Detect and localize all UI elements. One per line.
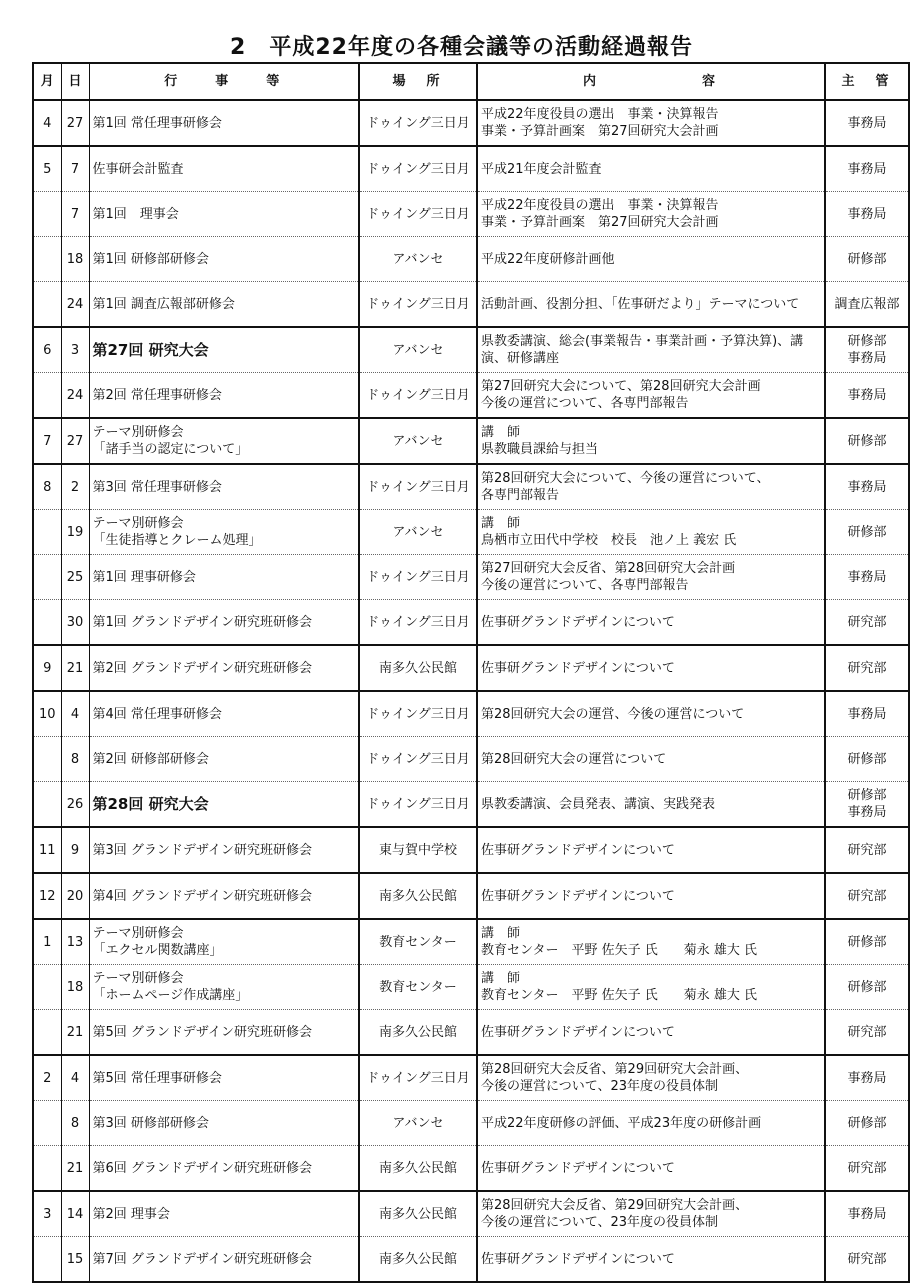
table-row	[33, 1010, 909, 1056]
content-cell: 講 師 鳥栖市立田代中学校 校長 池ノ上 義宏 氏	[477, 510, 825, 555]
page-title: 2 平成22年度の各種会議等の活動経過報告	[230, 35, 693, 60]
place-cell: ドゥイング三日月	[359, 192, 477, 237]
event-cell: 第5回 グランドデザイン研究班研修会	[89, 1010, 359, 1056]
place-cell: 南多久公民館	[359, 645, 477, 691]
table-row	[33, 873, 909, 919]
header-event: 行 事 等	[89, 63, 359, 100]
month-cell: 11	[33, 827, 61, 873]
content-cell: 平成22年度役員の選出 事業・決算報告 事業・予算計画案 第27回研究大会計画	[477, 192, 825, 237]
month-cell	[33, 782, 61, 828]
org-cell: 事務局	[825, 100, 909, 146]
org-cell: 研修部	[825, 737, 909, 782]
month-cell	[33, 965, 61, 1010]
event-cell: 第6回 グランドデザイン研究班研修会	[89, 1146, 359, 1192]
event-cell: 第1回 常任理事研修会	[89, 100, 359, 146]
event-cell: 第2回 常任理事研修会	[89, 373, 359, 419]
place-cell: 教育センター	[359, 965, 477, 1010]
event-cell: 第28回 研究大会	[89, 782, 359, 828]
table-row	[33, 737, 909, 782]
day-cell: 15	[61, 1237, 89, 1283]
event-cell: 第1回 研修部研修会	[89, 237, 359, 282]
place-cell: アバンセ	[359, 510, 477, 555]
table-row	[33, 282, 909, 328]
org-cell: 研究部	[825, 1146, 909, 1192]
content-cell: 県教委講演、総会(事業報告・事業計画・予算決算)、講 演、研修講座	[477, 327, 825, 373]
place-cell: ドゥイング三日月	[359, 146, 477, 192]
event-cell: 第2回 研修部研修会	[89, 737, 359, 782]
day-cell: 25	[61, 555, 89, 600]
content-cell: 第28回研究大会反省、第29回研究大会計画、 今後の運営について、23年度の役員体制	[477, 1055, 825, 1101]
day-cell: 18	[61, 965, 89, 1010]
table-row	[33, 146, 909, 192]
content-cell: 講 師 教育センター 平野 佐矢子 氏 菊永 雄大 氏	[477, 919, 825, 965]
event-cell: 第3回 グランドデザイン研究班研修会	[89, 827, 359, 873]
content-cell: 佐事研グランドデザインについて	[477, 645, 825, 691]
event-cell: 第1回 グランドデザイン研究班研修会	[89, 600, 359, 646]
day-cell: 24	[61, 373, 89, 419]
content-cell: 第28回研究大会について、今後の運営について、 各専門部報告	[477, 464, 825, 510]
content-cell: 佐事研グランドデザインについて	[477, 1146, 825, 1192]
month-cell	[33, 373, 61, 419]
event-cell: 第27回 研究大会	[89, 327, 359, 373]
table-row	[33, 600, 909, 646]
place-cell: 南多久公民館	[359, 1237, 477, 1283]
place-cell: 東与賀中学校	[359, 827, 477, 873]
org-cell: 研究部	[825, 600, 909, 646]
place-cell: アバンセ	[359, 237, 477, 282]
event-cell: テーマ別研修会 「エクセル関数講座」	[89, 919, 359, 965]
event-cell: 第1回 理事会	[89, 192, 359, 237]
month-cell: 3	[33, 1191, 61, 1237]
event-cell: 第2回 理事会	[89, 1191, 359, 1237]
event-cell: 第1回 調査広報部研修会	[89, 282, 359, 328]
header-day: 日	[61, 63, 89, 100]
day-cell: 26	[61, 782, 89, 828]
org-cell: 研修部	[825, 510, 909, 555]
table-row	[33, 100, 909, 146]
table-row	[33, 373, 909, 419]
event-cell: 第1回 理事研修会	[89, 555, 359, 600]
content-cell: 活動計画、役割分担、「佐事研だより」テーマについて	[477, 282, 825, 328]
org-cell: 事務局	[825, 555, 909, 600]
table-row	[33, 919, 909, 965]
place-cell: ドゥイング三日月	[359, 464, 477, 510]
day-cell: 14	[61, 1191, 89, 1237]
day-cell: 7	[61, 146, 89, 192]
event-cell: 第5回 常任理事研修会	[89, 1055, 359, 1101]
month-cell: 9	[33, 645, 61, 691]
month-cell	[33, 192, 61, 237]
org-cell: 研修部	[825, 418, 909, 464]
table-row	[33, 555, 909, 600]
header-month: 月	[33, 63, 61, 100]
table-row	[33, 965, 909, 1010]
org-cell: 研究部	[825, 645, 909, 691]
org-cell: 研究部	[825, 1237, 909, 1283]
month-cell: 2	[33, 1055, 61, 1101]
content-cell: 平成22年度役員の選出 事業・決算報告 事業・予算計画案 第27回研究大会計画	[477, 100, 825, 146]
content-cell: 講 師 教育センター 平野 佐矢子 氏 菊永 雄大 氏	[477, 965, 825, 1010]
place-cell: ドゥイング三日月	[359, 100, 477, 146]
event-cell: 佐事研会計監査	[89, 146, 359, 192]
table-row	[33, 691, 909, 737]
table-body	[33, 100, 909, 1282]
content-cell: 佐事研グランドデザインについて	[477, 873, 825, 919]
org-cell: 事務局	[825, 1055, 909, 1101]
org-cell: 調査広報部	[825, 282, 909, 328]
activity-table	[32, 62, 910, 1283]
event-cell: テーマ別研修会 「生徒指導とクレーム処理」	[89, 510, 359, 555]
org-cell: 研修部 事務局	[825, 782, 909, 828]
event-cell: 第3回 常任理事研修会	[89, 464, 359, 510]
month-cell: 6	[33, 327, 61, 373]
table-row	[33, 1191, 909, 1237]
org-cell: 研究部	[825, 1010, 909, 1056]
month-cell	[33, 510, 61, 555]
table-row	[33, 1101, 909, 1146]
table-row	[33, 782, 909, 828]
place-cell: ドゥイング三日月	[359, 737, 477, 782]
table-row	[33, 237, 909, 282]
event-cell: テーマ別研修会 「諸手当の認定について」	[89, 418, 359, 464]
org-cell: 研修部	[825, 965, 909, 1010]
place-cell: 南多久公民館	[359, 873, 477, 919]
day-cell: 13	[61, 919, 89, 965]
org-cell: 研究部	[825, 827, 909, 873]
event-cell: 第7回 グランドデザイン研究班研修会	[89, 1237, 359, 1283]
table-row	[33, 1146, 909, 1192]
month-cell: 1	[33, 919, 61, 965]
day-cell: 8	[61, 1101, 89, 1146]
day-cell: 18	[61, 237, 89, 282]
month-cell	[33, 1237, 61, 1283]
month-cell: 4	[33, 100, 61, 146]
place-cell: ドゥイング三日月	[359, 691, 477, 737]
day-cell: 7	[61, 192, 89, 237]
month-cell	[33, 555, 61, 600]
content-cell: 県教委講演、会員発表、講演、実践発表	[477, 782, 825, 828]
month-cell	[33, 237, 61, 282]
header-content: 内 容	[477, 63, 825, 100]
day-cell: 8	[61, 737, 89, 782]
month-cell	[33, 737, 61, 782]
month-cell	[33, 1146, 61, 1192]
org-cell: 研修部	[825, 919, 909, 965]
day-cell: 20	[61, 873, 89, 919]
content-cell: 佐事研グランドデザインについて	[477, 1237, 825, 1283]
place-cell: ドゥイング三日月	[359, 282, 477, 328]
event-cell: テーマ別研修会 「ホームページ作成講座」	[89, 965, 359, 1010]
day-cell: 21	[61, 645, 89, 691]
day-cell: 2	[61, 464, 89, 510]
month-cell	[33, 600, 61, 646]
content-cell: 第27回研究大会について、第28回研究大会計画 今後の運営について、各専門部報告	[477, 373, 825, 419]
content-cell: 第28回研究大会の運営について	[477, 737, 825, 782]
day-cell: 24	[61, 282, 89, 328]
day-cell: 3	[61, 327, 89, 373]
place-cell: ドゥイング三日月	[359, 555, 477, 600]
place-cell: アバンセ	[359, 418, 477, 464]
month-cell: 8	[33, 464, 61, 510]
place-cell: アバンセ	[359, 1101, 477, 1146]
content-cell: 講 師 県教職員課給与担当	[477, 418, 825, 464]
table-row	[33, 418, 909, 464]
day-cell: 4	[61, 1055, 89, 1101]
place-cell: アバンセ	[359, 327, 477, 373]
org-cell: 事務局	[825, 691, 909, 737]
event-cell: 第3回 研修部研修会	[89, 1101, 359, 1146]
content-cell: 第27回研究大会反省、第28回研究大会計画 今後の運営について、各専門部報告	[477, 555, 825, 600]
day-cell: 4	[61, 691, 89, 737]
month-cell: 10	[33, 691, 61, 737]
table-row	[33, 327, 909, 373]
day-cell: 27	[61, 100, 89, 146]
org-cell: 事務局	[825, 464, 909, 510]
month-cell: 7	[33, 418, 61, 464]
org-cell: 事務局	[825, 373, 909, 419]
org-cell: 事務局	[825, 1191, 909, 1237]
content-cell: 平成22年度研修計画他	[477, 237, 825, 282]
content-cell: 佐事研グランドデザインについて	[477, 600, 825, 646]
month-cell	[33, 1101, 61, 1146]
table-row	[33, 827, 909, 873]
day-cell: 21	[61, 1146, 89, 1192]
event-cell: 第4回 常任理事研修会	[89, 691, 359, 737]
table-row	[33, 464, 909, 510]
place-cell: ドゥイング三日月	[359, 600, 477, 646]
content-cell: 第28回研究大会の運営、今後の運営について	[477, 691, 825, 737]
day-cell: 9	[61, 827, 89, 873]
content-cell: 平成22年度研修の評価、平成23年度の研修計画	[477, 1101, 825, 1146]
content-cell: 平成21年度会計監査	[477, 146, 825, 192]
header-place: 場 所	[359, 63, 477, 100]
place-cell: 南多久公民館	[359, 1146, 477, 1192]
day-cell: 27	[61, 418, 89, 464]
place-cell: ドゥイング三日月	[359, 373, 477, 419]
table-row	[33, 645, 909, 691]
place-cell: 南多久公民館	[359, 1010, 477, 1056]
org-cell: 研究部	[825, 873, 909, 919]
place-cell: ドゥイング三日月	[359, 782, 477, 828]
content-cell: 佐事研グランドデザインについて	[477, 827, 825, 873]
place-cell: 南多久公民館	[359, 1191, 477, 1237]
org-cell: 研修部	[825, 1101, 909, 1146]
month-cell	[33, 1010, 61, 1056]
month-cell	[33, 282, 61, 328]
org-cell: 事務局	[825, 192, 909, 237]
table-row	[33, 510, 909, 555]
table-row	[33, 192, 909, 237]
content-cell: 佐事研グランドデザインについて	[477, 1010, 825, 1056]
org-cell: 事務局	[825, 146, 909, 192]
place-cell: 教育センター	[359, 919, 477, 965]
content-cell: 第28回研究大会反省、第29回研究大会計画、 今後の運営について、23年度の役員体制	[477, 1191, 825, 1237]
day-cell: 21	[61, 1010, 89, 1056]
event-cell: 第4回 グランドデザイン研究班研修会	[89, 873, 359, 919]
table-row	[33, 1055, 909, 1101]
org-cell: 研修部	[825, 237, 909, 282]
header-org: 主 管	[825, 63, 909, 100]
header-row	[33, 63, 909, 100]
day-cell: 19	[61, 510, 89, 555]
month-cell: 5	[33, 146, 61, 192]
table-row	[33, 1237, 909, 1283]
org-cell: 研修部 事務局	[825, 327, 909, 373]
month-cell: 12	[33, 873, 61, 919]
event-cell: 第2回 グランドデザイン研究班研修会	[89, 645, 359, 691]
day-cell: 30	[61, 600, 89, 646]
place-cell: ドゥイング三日月	[359, 1055, 477, 1101]
